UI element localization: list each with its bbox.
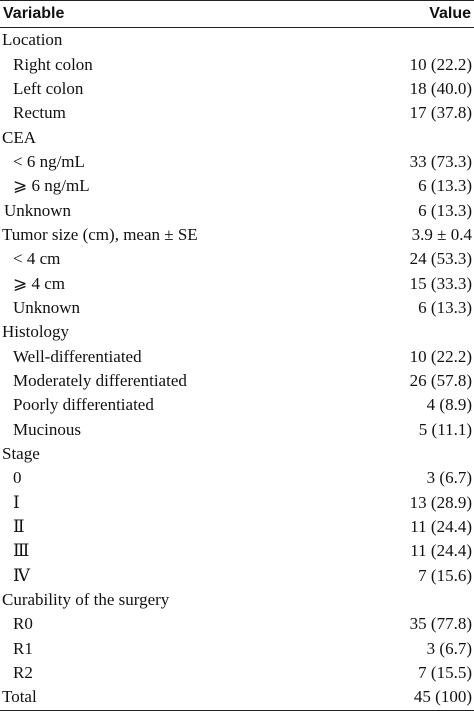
row-value: 3 (6.7)	[426, 638, 472, 658]
row-label: Tumor size (cm), mean ± SE	[2, 224, 198, 244]
table-row	[0, 612, 474, 636]
table-row	[0, 296, 474, 320]
row-value: 6 (13.3)	[418, 200, 472, 220]
row-label: R1	[13, 638, 33, 658]
table-row	[0, 369, 474, 393]
table-row	[0, 515, 474, 539]
row-label: Ⅳ	[13, 565, 30, 585]
row-label: Total	[2, 687, 37, 707]
table-header	[0, 1, 474, 28]
row-label: R2	[13, 663, 33, 683]
row-label: < 6 ng/mL	[13, 151, 85, 171]
table-body	[0, 28, 474, 710]
bottom-rule	[0, 710, 474, 711]
table-row	[0, 637, 474, 661]
row-value: 24 (53.3)	[409, 249, 472, 269]
row-label: Ⅰ	[13, 492, 20, 512]
table-row	[0, 418, 474, 442]
row-value: 10 (22.2)	[409, 346, 472, 366]
row-label: Ⅱ	[13, 517, 25, 537]
row-label: Stage	[2, 444, 40, 464]
row-value: 18 (40.0)	[409, 78, 472, 98]
row-label: ⩾ 4 cm	[13, 273, 66, 293]
table-row	[0, 101, 474, 125]
table-row	[0, 198, 474, 222]
row-label: CEA	[2, 127, 36, 147]
table-row	[0, 588, 474, 612]
table-row	[0, 661, 474, 685]
table-row	[0, 223, 474, 247]
row-label: < 4 cm	[13, 249, 61, 269]
row-value: 11 (24.4)	[410, 517, 472, 537]
table-row	[0, 442, 474, 466]
row-label: Left colon	[13, 78, 84, 98]
row-value: 10 (22.2)	[409, 54, 472, 74]
table-row	[0, 125, 474, 149]
row-value: 7 (15.6)	[418, 565, 472, 585]
row-label: 0	[13, 468, 22, 488]
table-row	[0, 491, 474, 515]
row-value: 5 (11.1)	[418, 419, 472, 439]
row-label: Location	[2, 30, 63, 50]
table-row	[0, 685, 474, 709]
row-value: 17 (37.8)	[409, 103, 472, 123]
header-variable: Variable	[3, 5, 65, 22]
header-value: Value	[429, 5, 471, 22]
row-label: Mucinous	[13, 419, 81, 439]
row-value: 26 (57.8)	[409, 370, 472, 390]
table-row	[0, 77, 474, 101]
row-label: Unknown	[13, 297, 81, 317]
row-value: 11 (24.4)	[410, 541, 472, 561]
row-value: 3 (6.7)	[426, 468, 472, 488]
row-label: ⩾ 6 ng/mL	[13, 176, 90, 196]
row-label: Right colon	[13, 54, 93, 74]
row-label: Rectum	[13, 103, 66, 123]
row-label: Poorly differentiated	[13, 395, 154, 415]
table-row	[0, 344, 474, 368]
row-label: Ⅲ	[13, 541, 30, 561]
row-label: Well-differentiated	[13, 346, 142, 366]
table-row	[0, 393, 474, 417]
table-row	[0, 564, 474, 588]
row-value: 33 (73.3)	[409, 151, 472, 171]
row-value: 6 (13.3)	[418, 297, 472, 317]
table-row	[0, 247, 474, 271]
table-row	[0, 150, 474, 174]
table-row	[0, 320, 474, 344]
table-row	[0, 466, 474, 490]
row-value: 15 (33.3)	[409, 273, 472, 293]
row-value: 6 (13.3)	[418, 176, 472, 196]
row-label: Moderately differentiated	[13, 370, 187, 390]
row-value: 4 (8.9)	[426, 395, 472, 415]
row-label: Unknown	[4, 200, 72, 220]
row-value: 35 (77.8)	[409, 614, 472, 634]
row-label: R0	[13, 614, 33, 634]
table-row	[0, 28, 474, 52]
table-row	[0, 271, 474, 295]
table-row	[0, 539, 474, 563]
row-label: Histology	[2, 322, 70, 342]
row-value: 3.9 ± 0.4	[411, 224, 472, 244]
row-value: 7 (15.5)	[418, 663, 472, 683]
table-row	[0, 174, 474, 198]
row-value: 13 (28.9)	[409, 492, 472, 512]
row-value: 45 (100)	[413, 687, 472, 707]
table-row	[0, 52, 474, 76]
row-label: Curability of the surgery	[2, 590, 170, 610]
